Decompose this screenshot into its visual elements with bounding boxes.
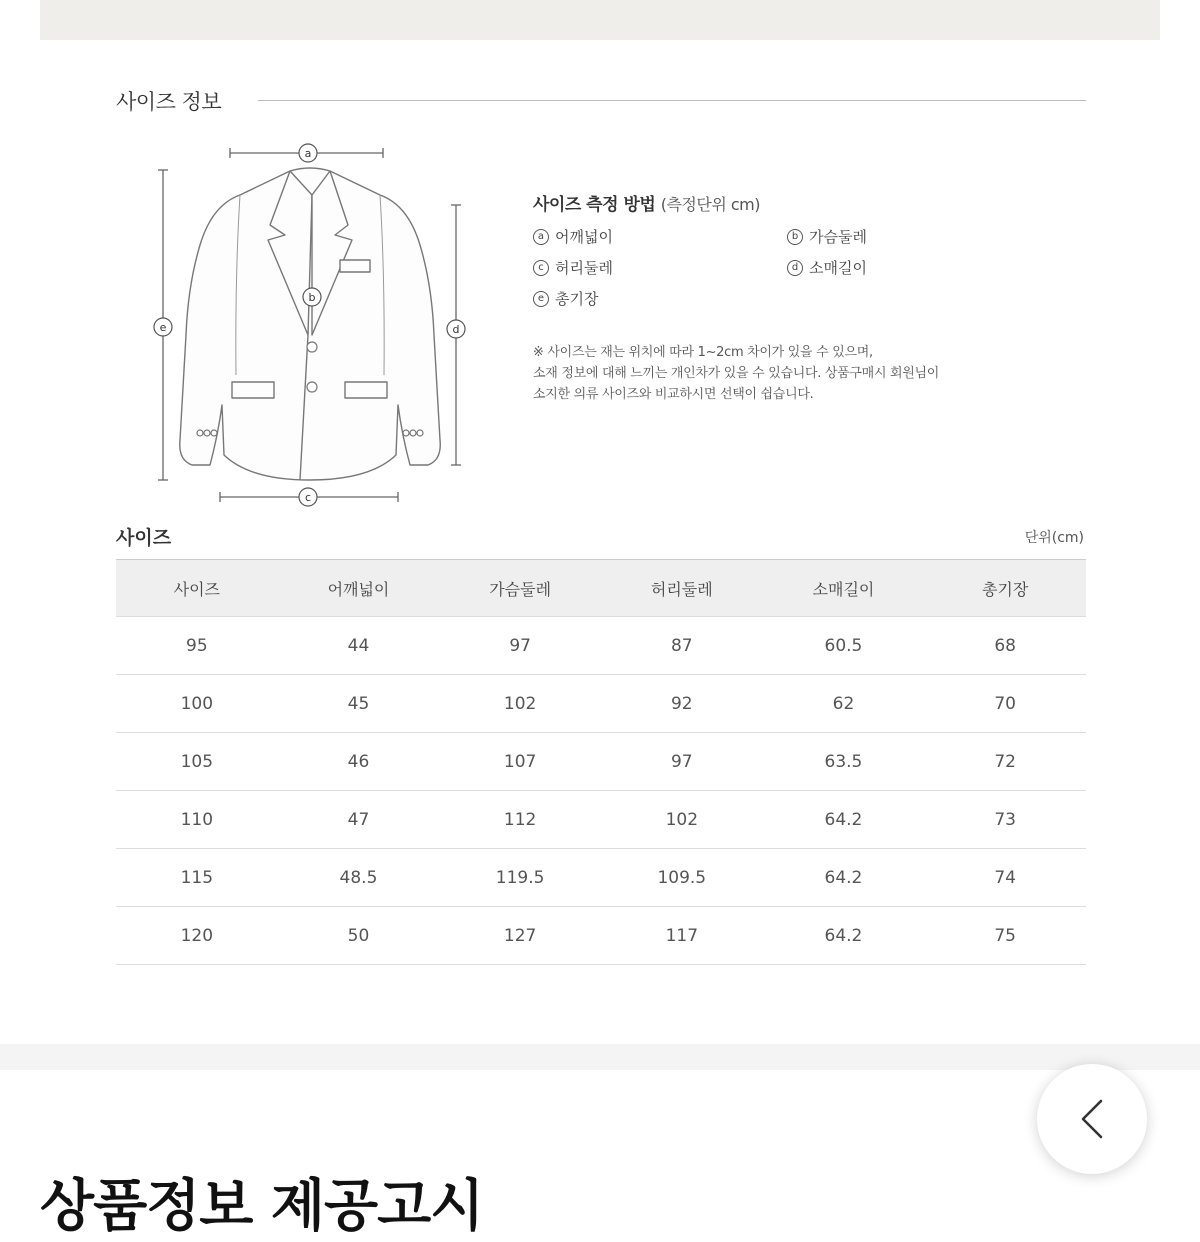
table-cell: 64.2: [763, 849, 925, 907]
method-item-d: [787, 257, 867, 278]
size-table-unit: 단위(cm): [1024, 530, 1084, 546]
table-cell: 72: [924, 733, 1086, 791]
letter-d-icon: d: [787, 260, 803, 276]
table-cell: 110: [116, 791, 278, 849]
column-header: 소매길이: [763, 560, 925, 617]
table-cell: 117: [601, 907, 763, 965]
svg-text:b: b: [308, 291, 316, 304]
section-separator: [0, 1044, 1200, 1070]
table-cell: 60.5: [763, 617, 925, 675]
note-line: 소재 정보에 대해 느끼는 개인차가 있을 수 있습니다. 상품구매시 회원님이: [533, 366, 940, 381]
back-button[interactable]: [1037, 1064, 1147, 1174]
table-cell: 102: [439, 675, 601, 733]
chevron-left-icon: [1077, 1097, 1107, 1141]
size-note: [533, 342, 939, 405]
method-item-label: 허리둘레: [555, 259, 613, 277]
table-cell: 63.5: [763, 733, 925, 791]
table-cell: 73: [924, 791, 1086, 849]
table-row: [116, 849, 1086, 907]
table-cell: 70: [924, 675, 1086, 733]
table-cell: 97: [439, 617, 601, 675]
table-cell: 115: [116, 849, 278, 907]
table-cell: 46: [278, 733, 440, 791]
measure-method-unit: (측정단위 cm): [660, 195, 760, 214]
product-info-heading: 상품정보 제공고시: [40, 1174, 484, 1239]
label-e-badge: [154, 318, 172, 336]
table-cell: 64.2: [763, 791, 925, 849]
method-item-a: [533, 226, 613, 247]
table-cell: 95: [116, 617, 278, 675]
method-item-label: 소매길이: [809, 259, 867, 277]
table-cell: 68: [924, 617, 1086, 675]
table-row: [116, 791, 1086, 849]
column-header: 허리둘레: [601, 560, 763, 617]
letter-a-icon: a: [533, 229, 549, 245]
method-item-c: [533, 257, 613, 278]
table-row: [116, 907, 1086, 965]
table-cell: 50: [278, 907, 440, 965]
table-cell: 48.5: [278, 849, 440, 907]
table-row: [116, 733, 1086, 791]
column-header: 사이즈: [116, 560, 278, 617]
note-line: 소지한 의류 사이즈와 비교하시면 선택이 쉽습니다.: [533, 387, 814, 402]
table-cell: 64.2: [763, 907, 925, 965]
svg-text:d: d: [452, 323, 460, 336]
column-header: 가슴둘레: [439, 560, 601, 617]
table-cell: 44: [278, 617, 440, 675]
section-divider: [258, 100, 1086, 101]
table-cell: 47: [278, 791, 440, 849]
label-d-badge: [447, 320, 465, 338]
table-cell: 74: [924, 849, 1086, 907]
note-line: ※ 사이즈는 재는 위치에 따라 1~2cm 차이가 있을 수 있으며,: [533, 345, 873, 360]
svg-text:c: c: [304, 491, 312, 504]
size-table: [116, 559, 1086, 965]
measure-method-title: [533, 190, 760, 215]
label-b-badge: [303, 288, 321, 306]
table-cell: 107: [439, 733, 601, 791]
table-row: [116, 675, 1086, 733]
letter-e-icon: e: [533, 291, 549, 307]
column-header: 어깨넓이: [278, 560, 440, 617]
table-cell: 87: [601, 617, 763, 675]
svg-text:a: a: [304, 147, 312, 160]
method-item-e: [533, 288, 598, 309]
method-item-label: 총기장: [555, 290, 599, 308]
table-cell: 75: [924, 907, 1086, 965]
table-cell: 109.5: [601, 849, 763, 907]
svg-text:e: e: [159, 321, 167, 334]
method-item-label: 어깨넓이: [555, 228, 613, 246]
method-item-label: 가슴둘레: [809, 228, 867, 246]
column-header: 총기장: [924, 560, 1086, 617]
table-row: [116, 617, 1086, 675]
size-table-title: 사이즈: [116, 527, 172, 549]
table-cell: 45: [278, 675, 440, 733]
table-cell: 120: [116, 907, 278, 965]
label-a-badge: [299, 144, 317, 162]
measure-method-heading: 사이즈 측정 방법: [533, 195, 656, 215]
table-cell: 127: [439, 907, 601, 965]
table-cell: 105: [116, 733, 278, 791]
jacket-diagram: [140, 135, 480, 515]
table-cell: 112: [439, 791, 601, 849]
table-header-row: [116, 560, 1086, 617]
letter-c-icon: c: [533, 260, 549, 276]
section-title: 사이즈 정보: [116, 90, 222, 114]
table-cell: 100: [116, 675, 278, 733]
letter-b-icon: b: [787, 229, 803, 245]
table-cell: 97: [601, 733, 763, 791]
table-cell: 119.5: [439, 849, 601, 907]
table-cell: 62: [763, 675, 925, 733]
table-cell: 102: [601, 791, 763, 849]
table-cell: 92: [601, 675, 763, 733]
label-c-badge: [299, 488, 317, 506]
method-item-b: [787, 226, 867, 247]
top-banner: [40, 0, 1160, 40]
